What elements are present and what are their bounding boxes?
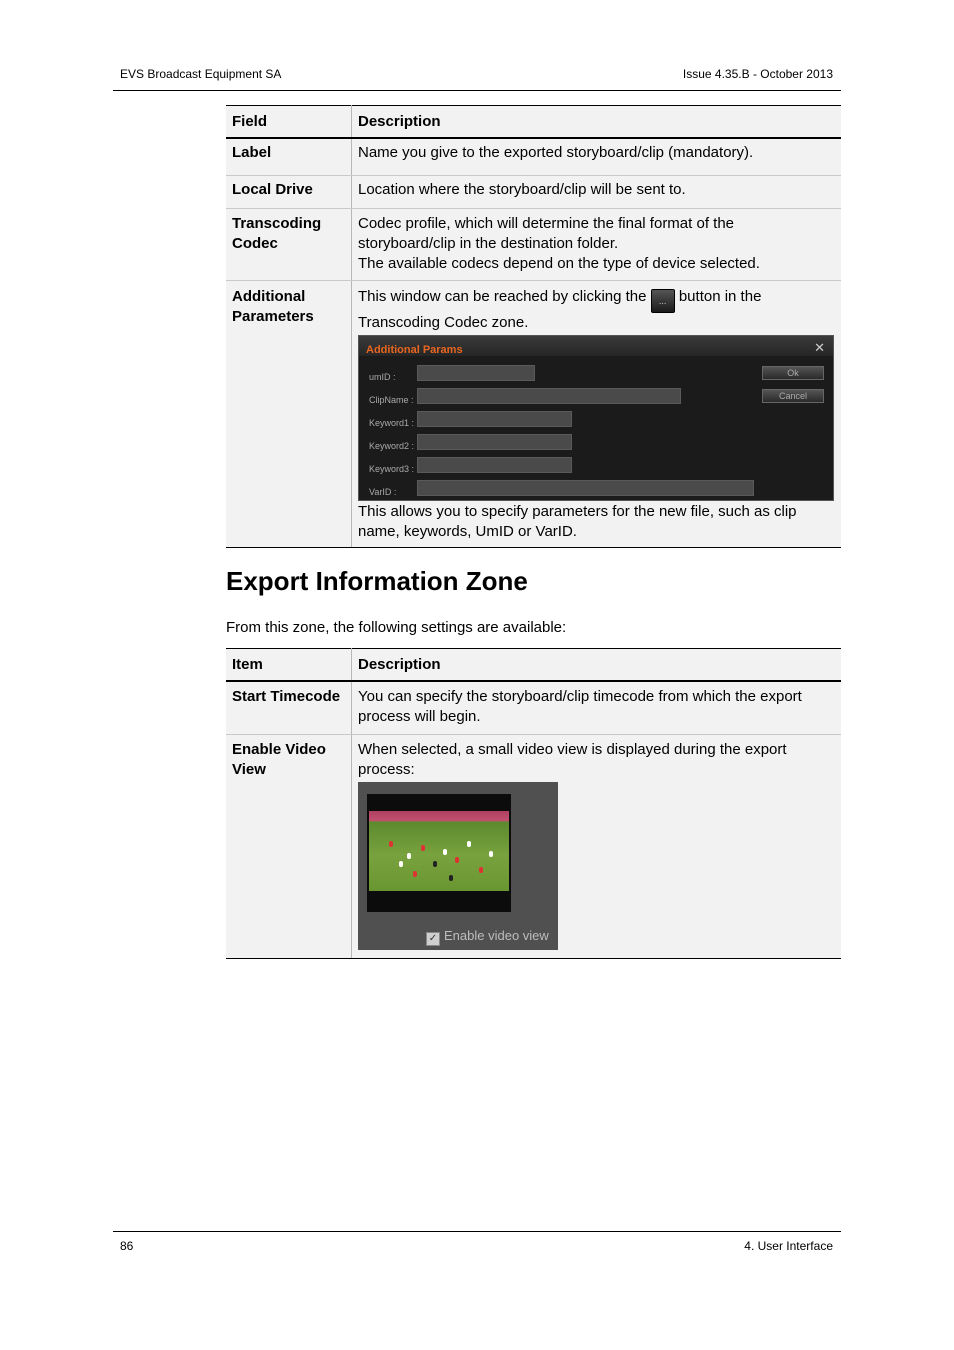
- varid-field[interactable]: [417, 480, 754, 496]
- field-label: Additional Parameters: [226, 281, 352, 548]
- item-description: When selected, a small video view is displayed during the export process:: [358, 741, 787, 778]
- section-intro: From this zone, the following settings are available:: [226, 619, 567, 636]
- field-description: Codec profile, which will determine the final format of the storyboard/clip in the destination folder.: [358, 215, 735, 252]
- col-header-field: Field: [226, 106, 352, 139]
- table-row: [226, 681, 841, 735]
- clipname-label: ClipName :: [369, 395, 414, 405]
- keyword2-label: Keyword2 :: [369, 441, 415, 451]
- player-mark: [399, 861, 403, 867]
- umid-field[interactable]: [417, 365, 535, 381]
- player-mark: [421, 845, 425, 851]
- additional-params-dialog: [358, 335, 834, 501]
- footer-rule: [113, 1231, 841, 1232]
- player-mark: [389, 841, 393, 847]
- field-label: Transcoding Codec: [226, 209, 352, 281]
- table-row: [226, 735, 841, 959]
- field-description-after: This allows you to specify parameters for the new file, such as clip name, keywords, UmID or VarID.: [358, 503, 797, 540]
- player-mark: [449, 875, 453, 881]
- player-mark: [489, 851, 493, 857]
- enable-video-view-checkbox[interactable]: [426, 926, 549, 946]
- video-view-panel: [358, 782, 558, 950]
- items-table: [226, 648, 841, 959]
- col-header-description: Description: [352, 106, 842, 139]
- clipname-field[interactable]: [417, 388, 681, 404]
- player-mark: [413, 871, 417, 877]
- item-label: Start Timecode: [226, 681, 352, 735]
- item-label: Enable Video View: [226, 735, 352, 959]
- dialog-titlebar: [359, 336, 833, 356]
- field-description: Name you give to the exported storyboard/clip (mandatory).: [352, 138, 842, 176]
- cancel-button[interactable]: Cancel: [762, 389, 824, 403]
- player-mark: [467, 841, 471, 847]
- field-description: Location where the storyboard/clip will be sent to.: [352, 176, 842, 209]
- chapter-title: 4. User Interface: [744, 1239, 833, 1253]
- keyword3-label: Keyword3 :: [369, 464, 415, 474]
- table-row: [226, 209, 841, 281]
- varid-label: VarID :: [369, 487, 397, 497]
- player-mark: [443, 849, 447, 855]
- checkbox-label: Enable video view: [444, 928, 549, 943]
- field-description-cont: button in the Transcoding Codec zone.: [358, 288, 762, 331]
- video-preview: [367, 794, 511, 912]
- table-row: [226, 176, 841, 209]
- dialog-title: Additional Params: [366, 344, 463, 356]
- section-title: Export Information Zone: [226, 566, 528, 596]
- col-header-description: Description: [352, 649, 842, 682]
- umid-label: umID :: [369, 372, 396, 382]
- table-row: [226, 281, 841, 548]
- checkbox-check-icon[interactable]: ✓: [426, 932, 440, 946]
- table-row: [226, 138, 841, 176]
- field-label: Label: [226, 138, 352, 176]
- player-mark: [455, 857, 459, 863]
- keyword3-field[interactable]: [417, 457, 572, 473]
- header-company: EVS Broadcast Equipment SA: [120, 67, 282, 81]
- ellipsis-button-icon: ...: [651, 289, 675, 313]
- keyword1-field[interactable]: [417, 411, 572, 427]
- fields-table: [226, 105, 841, 548]
- col-header-item: Item: [226, 649, 352, 682]
- field-description: This window can be reached by clicking the: [358, 288, 647, 305]
- ok-button[interactable]: Ok: [762, 366, 824, 380]
- item-description: You can specify the storyboard/clip timecode from which the export process will begin.: [352, 681, 842, 735]
- close-icon[interactable]: ✕: [814, 340, 825, 355]
- player-mark: [433, 861, 437, 867]
- football-pitch-image: [369, 811, 509, 891]
- keyword1-label: Keyword1 :: [369, 418, 415, 428]
- header-rule: [113, 90, 841, 91]
- field-description-note: The available codecs depend on the type of device selected.: [358, 255, 760, 272]
- page-number: 86: [120, 1239, 134, 1253]
- header-issue: Issue 4.35.B - October 2013: [682, 67, 833, 81]
- player-mark: [407, 853, 411, 859]
- player-mark: [479, 867, 483, 873]
- field-label: Local Drive: [226, 176, 352, 209]
- keyword2-field[interactable]: [417, 434, 572, 450]
